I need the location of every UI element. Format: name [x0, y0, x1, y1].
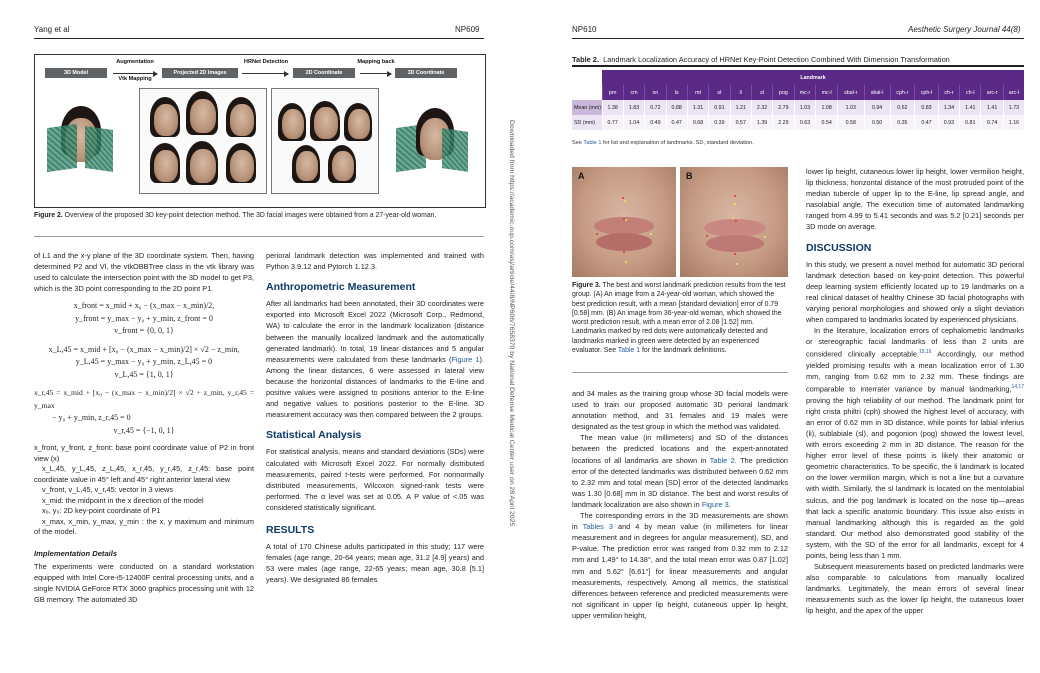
table-cell: 2.29 — [773, 115, 794, 130]
table-cell: 1.34 — [938, 100, 959, 115]
table-cell: 0.81 — [960, 115, 981, 130]
figure-3-label: Figure 3. — [572, 282, 601, 289]
table-column-header: mc-r — [794, 85, 816, 100]
results-landmark-errors: The mean value (in millimeters) and SD of the distances between the predicted locations and the expert-annotated locations of all landmarks are shown in Table 2. The prediction error of the detected landmarks was distributed between 0.62 mm to 2.32 mm and total mean [SD] error of the detected landmarks was 1.30 [0.68] mm in 3D distance. The best and worst results of landmark localization are also shown in Figure 3. — [572, 433, 788, 509]
table-cell: 0.94 — [864, 100, 890, 115]
table-column-header: pog — [773, 85, 794, 100]
table-cell: 1.83 — [623, 100, 644, 115]
anthropometric-heading: Anthropometric Measurement — [266, 281, 416, 294]
table-row — [572, 100, 1024, 115]
arrow-mapping-back — [360, 73, 391, 74]
definition-1: x_front, y_front, z_front: base point coordinate value of P2 in front view (x) — [34, 443, 254, 463]
table-cell: 1.38 — [602, 100, 623, 115]
table-cell: 0.74 — [981, 115, 1003, 130]
table-group-header: Landmark — [602, 70, 1024, 85]
page-number-right: NP610 — [572, 25, 597, 34]
figure-3-panel-b — [680, 167, 788, 277]
figure-2-label: Figure 2. — [34, 212, 63, 219]
discussion-paragraph-2: In the literature, localization errors of cephalometric landmarks or stereographic facial landmarks of less than 2 units are considered clinically acceptable.$^{15,16}$ Accordingly, our method yielded promising results with a mean localization error of 1.30 mm, ranging from 0.62 mm to 2.32 mm. These findings are comparable to interrater variance by manual landmarking,$^{14,17}$ proving the high reliability of our method. The landmark point for right crista philtri (cph) showed the highest level of accuracy, with an error of 0.62 mm in 3D distance, while points for labial inferius (li), sublabiale (sl), and pogonion (pog) showed the lowest level, with errors exceeding 2 mm in 3D distance. The reason for the higher error level of these points is likely their anatomic or geometric characteristics. To be specific, the li landmark is located on the lower vermilion margin, which is not a line but a curvature with width. Similarly, the sl landmark is located on the mentolabial sulcus, and the pog landmark is located on the nose tip—areas that lack a specific anatomic boundary. This issue also exists in manual landmarking although this is regarded as the gold standard. Our method also demonstrated good stability of the system, with the SD of the error for all landmarks, except for 4 points, being less than 1 mm. — [806, 326, 1024, 560]
discussion-heading: DISCUSSION — [806, 241, 872, 254]
table-cell: 0.35 — [890, 115, 915, 130]
equation-6: v_L,45 = {1, 0, 1} — [114, 369, 174, 379]
running-head-authors: Yang et al — [34, 25, 70, 34]
results-execution-time: lower lip height, cutaneous lower lip height, lower vermilion height, lip thickness, horizontal distance of the most protruded point of the median tubercle of upper lip to the E-line, lip spread angle, and nasolabial angle. The execution time of automated landmarking ranged from 4.99 to 5.41 seconds and was 5.2 [0.21] seconds per 3D mode on average. — [806, 167, 1024, 232]
table-2 — [572, 70, 1024, 130]
table-cell: 0.47 — [915, 115, 939, 130]
table-2-label: Table 2. — [572, 55, 599, 64]
table-column-header: li — [730, 85, 751, 100]
table-column-header: sl — [751, 85, 772, 100]
implementation-text: The experiments were conducted on a standard workstation equipped with Intel Core-i5-12400F central processing units, and a single NVIDIA GeForce RTX 3060 graphics processing unit with 12 GB memory. The automated 3D — [34, 561, 254, 605]
column-2-intro: perioral landmark detection was implemented and trained with Python 3.9.12 and Pytorch 1.12.3. — [266, 251, 484, 272]
citation-15-16[interactable]: 15,16 — [919, 349, 932, 356]
table-row-label: SD (mm) — [572, 115, 602, 130]
table-cell: 0.93 — [938, 115, 959, 130]
table-2-note: See Table 1 for list and explanation of landmarks. SD, standard deviation. — [572, 140, 754, 146]
definition-3: v_front, v_L,45, v_r,45: vector in 3 views — [42, 485, 174, 495]
figure-2-caption — [34, 211, 484, 220]
table-cell: 1.39 — [751, 115, 772, 130]
table-corner-cell — [572, 70, 602, 85]
table-column-header: prn — [602, 85, 623, 100]
equation-9: v_r,45 = {−1, 0, 1} — [113, 425, 175, 435]
2d-coordinate-panel — [271, 88, 379, 194]
table-cell: 0.68 — [687, 115, 708, 130]
table-row-label: Mean (mm) — [572, 100, 602, 115]
table-cell: 0.63 — [794, 115, 816, 130]
equation-5: y_L,45 = y_max − y₀ + y_min, z_L,45 = 0 — [75, 357, 213, 367]
table-column-header: sbal-r — [837, 85, 864, 100]
arrow-hrnet — [242, 73, 288, 74]
table-cell: 1.03 — [794, 100, 816, 115]
table-cell: 1.16 — [1003, 115, 1024, 130]
anthropometric-text: After all landmarks had been annotated, their 3D coordinates were exported into Microsoft Excel 2022 (Microsoft Corp., Redmond, WA) to calculate the error in the landmark localization (distance between the manually localized landmark and the automatically generated landmark). In total, 19 linear distances and 5 angular measurements were calculated from these landmarks (Figure 1). Among the linear distances, 6 were assessed in lateral view because the horizontal distances of landmarks to the E-line and positive values were assigned to positions anterior to the E-line and negative values to positions posterior to the E-line. 3D measurement accuracy was then compared between the 2 groups. — [266, 299, 484, 420]
table-cell: 0.88 — [666, 100, 687, 115]
equation-4: x_L,45 = x_mid + [x₀ − (x_max − x_min)/2] × √2 − z_min, — [48, 344, 240, 354]
download-notice: Downloaded from https://academic.oup.com/asj/article/44/8/NP606/7658370 by National Defense Medical Center user on 28 April 2025 — [508, 120, 515, 527]
table-2-title-text: Landmark Localization Accuracy of HRNet Key-Point Detection Combined With Dimension Transformation — [603, 55, 950, 64]
table-column-header: arc-r — [981, 85, 1003, 100]
figure-2-caption-text: Overview of the proposed 3D key-point detection method. The 3D facial images were obtained from a 27-year-old woman. — [64, 212, 437, 219]
table-cell: 0.49 — [645, 115, 666, 130]
landmark-table — [572, 70, 1024, 130]
table-cell: 0.58 — [837, 115, 864, 130]
right-page-column-2 — [806, 166, 1024, 617]
left-page-column-1 — [34, 250, 254, 605]
3d-coordinate-image — [390, 88, 476, 192]
table-2-link[interactable]: Table 2 — [709, 455, 735, 465]
figure-3-caption: Figure 3. The best and worst landmark prediction results from the test group. (A) An image from a 24-year-old woman, which showed the best prediction result, with a mean [standard deviation] error of 0.79 [0.58] mm. (B) An image from 36-year-old woman, which showed the worst prediction result, with a mean error of 2.08 [1.52] mm. Landmarks marked by red dots were automatically detected and landmarks marked in green were detected by an experienced evaluator. See Table 1 for the landmark definitions. — [572, 282, 786, 355]
table-cell: 0.57 — [730, 115, 751, 130]
figure-3-panel-a — [572, 167, 676, 277]
table-cell: 0.39 — [709, 115, 730, 130]
table-top-rule — [572, 65, 1024, 67]
left-page-column-2 — [266, 250, 484, 585]
equation-3: v_front = {0, 0, 1} — [114, 326, 174, 336]
equation-1: x_front = x_mid + x₀ − (x_max − x_min)/2, — [73, 301, 215, 311]
implementation-heading: Implementation Details — [34, 548, 118, 558]
definitions — [34, 443, 254, 538]
definition-5: x₀, y₀: 2D key-point coordinate of P1 — [42, 506, 161, 516]
table-cell: 0.50 — [864, 115, 890, 130]
table-column-header: ls — [666, 85, 687, 100]
discussion-paragraph-1: In this study, we present a novel method for automatic 3D perioral landmark detection based on key-point detection. This powerful deep learning system efficiently located up to 19 landmarks on a real clinical dataset of healthy Chinese 3D facial photographs with varying perioral morphologies and showed only a slight deviation when compared to landmarks located by experienced physicians. — [806, 259, 1024, 325]
right-page-column-1 — [572, 388, 788, 621]
table-cell: 0.54 — [816, 115, 837, 130]
flow-step-2d-coordinate: 2D Coordinate — [293, 68, 355, 78]
table-column-header: cph-l — [915, 85, 939, 100]
arrow-augmentation — [113, 73, 157, 74]
equation-8: − y₀ + y_min, z_r,45 = 0 — [52, 413, 131, 423]
table-cell: 0.72 — [645, 100, 666, 115]
table-column-header: cm — [623, 85, 644, 100]
flow-step-projected-2d-images: Projected 2D Images — [162, 68, 238, 78]
statistical-analysis-text: For statistical analysis, means and standard deviations (SDs) were calculated with Microsoft Excel 2022. For normally distributed measurements, paired t-tests were performed. For nonnormally distributed measurements, Wilcoxon signed-rank tests were performed. The α level was set at 0.05. A P value of <.05 was considered statistically significant. — [266, 447, 484, 512]
table-column-header: cph-r — [890, 85, 915, 100]
table-cell: 1.03 — [837, 100, 864, 115]
table-cell: 1.04 — [623, 115, 644, 130]
figure-rule — [34, 236, 484, 237]
header-rule — [34, 38, 484, 39]
table-cell: 1.31 — [687, 100, 708, 115]
column-1-intro: of L1 and the x-y plane of the 3D coordinate system. Then, having determined P2 and Vl, the vtkOBBTree class in the vtk library was used to calculate the intersection point with the 3D model to get P3, which is the 3D point corresponding to the 2D point P1. — [34, 251, 254, 294]
table-column-header: arc-l — [1003, 85, 1024, 100]
discussion-paragraph-3: Subsequent measurements based on predicted landmarks were also comparable to calculations from manually localized landmarks. Legitimately, the mean errors of several linear measurements such as the lower lip height, the cutaneous lower lip height, and the apex of the upper — [806, 562, 1024, 616]
table-cell: 0.77 — [602, 115, 623, 130]
table-column-header: sn — [645, 85, 666, 100]
label-vtk-mapping: Vtk Mapping — [118, 76, 152, 82]
table-column-header: mt — [687, 85, 708, 100]
label-hrnet-detection: HRNet Detection — [243, 59, 289, 65]
label-mapping-back: Mapping back — [357, 59, 395, 65]
results-measurement-errors: The corresponding errors in the 3D measurements are shown in Tables 3 and 4 by mean value (in millimeters for linear measurement and in degrees for angular measurement), SD, and P-value. The prediction error was ranged from 0.32 mm to 2.12 mm and 1.49° to 14.38°, and the total mean error was 0.87 [1.02] mm and 5.62° [6.61°] for linear measurements and angular measurements, respectively. Among all metrics, the statistical differences between reference and predicted measurements were not significant in upper lip height, cutaneous upper lip height, upper vermilion height, — [572, 511, 788, 620]
table-row — [572, 115, 1024, 130]
definition-2: x_L,45, y_L,45, z_L,45, x_r,45, y_r,45, z_r,45: base point coordinate value in 45° left and 45° right anterior lateral view — [34, 464, 254, 484]
table-column-header: ch-l — [960, 85, 981, 100]
table-cell: 2.79 — [773, 100, 794, 115]
table-cell: 1.08 — [816, 100, 837, 115]
table-cell: 0.62 — [890, 100, 915, 115]
equations — [34, 300, 254, 437]
panel-b-label: B — [686, 171, 693, 181]
table-2-title — [572, 55, 1024, 64]
table-cell: 0.47 — [666, 115, 687, 130]
label-augmentation: Augmentation — [116, 59, 154, 65]
results-text: A total of 170 Chinese adults participated in this study; 117 were females (age range, 20-64 years; mean age, 31.2 [4.9] years) and 53 were males (age range, 22-65 years; mean age, 30.8 [5.1] years). We designated 86 females — [266, 542, 484, 585]
running-head-journal: Aesthetic Surgery Journal 44(8) — [908, 25, 1021, 34]
header-rule-right — [572, 38, 1024, 39]
3d-model-image — [41, 88, 119, 192]
flow-step-3d-model: 3D Model — [45, 68, 107, 78]
table-column-header: st — [709, 85, 730, 100]
table-cell: 0.91 — [709, 100, 730, 115]
table-cell: 0.83 — [915, 100, 939, 115]
figure-1-link[interactable]: Figure 1 — [451, 354, 480, 364]
definition-6: x_max, x_min, y_max, y_min : the x, y maximum and minimum of the model. — [34, 516, 254, 537]
results-heading: RESULTS — [266, 523, 315, 536]
table-cell: 2.32 — [751, 100, 772, 115]
tables-3-link[interactable]: Tables 3 — [582, 522, 613, 532]
table-cell: 1.41 — [981, 100, 1003, 115]
results-continued: and 34 males as the training group whose 3D facial models were used to train our proposed automatic 3D perioral landmark annotation method, and 31 females and 19 males were designated as the test group in which the method was validated. — [572, 389, 788, 432]
table-cell: 1.41 — [960, 100, 981, 115]
table-column-header: sbal-l — [864, 85, 890, 100]
flow-step-3d-coordinate: 3D Coordinate — [395, 68, 457, 78]
figure-3-link[interactable]: Figure 3 — [701, 499, 729, 509]
page-number: NP609 — [455, 25, 480, 34]
table-cell: 1.21 — [730, 100, 751, 115]
citation-14-17[interactable]: 14,17 — [1011, 384, 1024, 391]
figure-3-rule — [572, 372, 788, 373]
panel-a-label: A — [578, 171, 585, 181]
table-column-header: ch-r — [938, 85, 959, 100]
equation-7: x_r,45 = x_mid + [x₀ − (x_max − x_min)/2] × √2 + z_min, y_r,45 = y_max — [34, 388, 254, 410]
figure-3-table-1-link[interactable]: Table 1 — [617, 347, 641, 355]
equation-2: y_front = y_max − y₀ + y_min, z_front = 0 — [75, 313, 213, 323]
table-column-header: mc-l — [816, 85, 837, 100]
left-page — [0, 0, 505, 673]
figure-2 — [34, 54, 486, 208]
definition-4: x_mid: the midpoint in the x direction of the model — [42, 495, 204, 505]
table-corner-cell — [572, 85, 602, 100]
table-1-link[interactable]: Table 1 — [583, 140, 602, 146]
statistical-analysis-heading: Statistical Analysis — [266, 429, 362, 442]
right-page — [520, 0, 1040, 673]
projected-2d-images-panel — [139, 88, 267, 194]
table-cell: 1.73 — [1003, 100, 1024, 115]
